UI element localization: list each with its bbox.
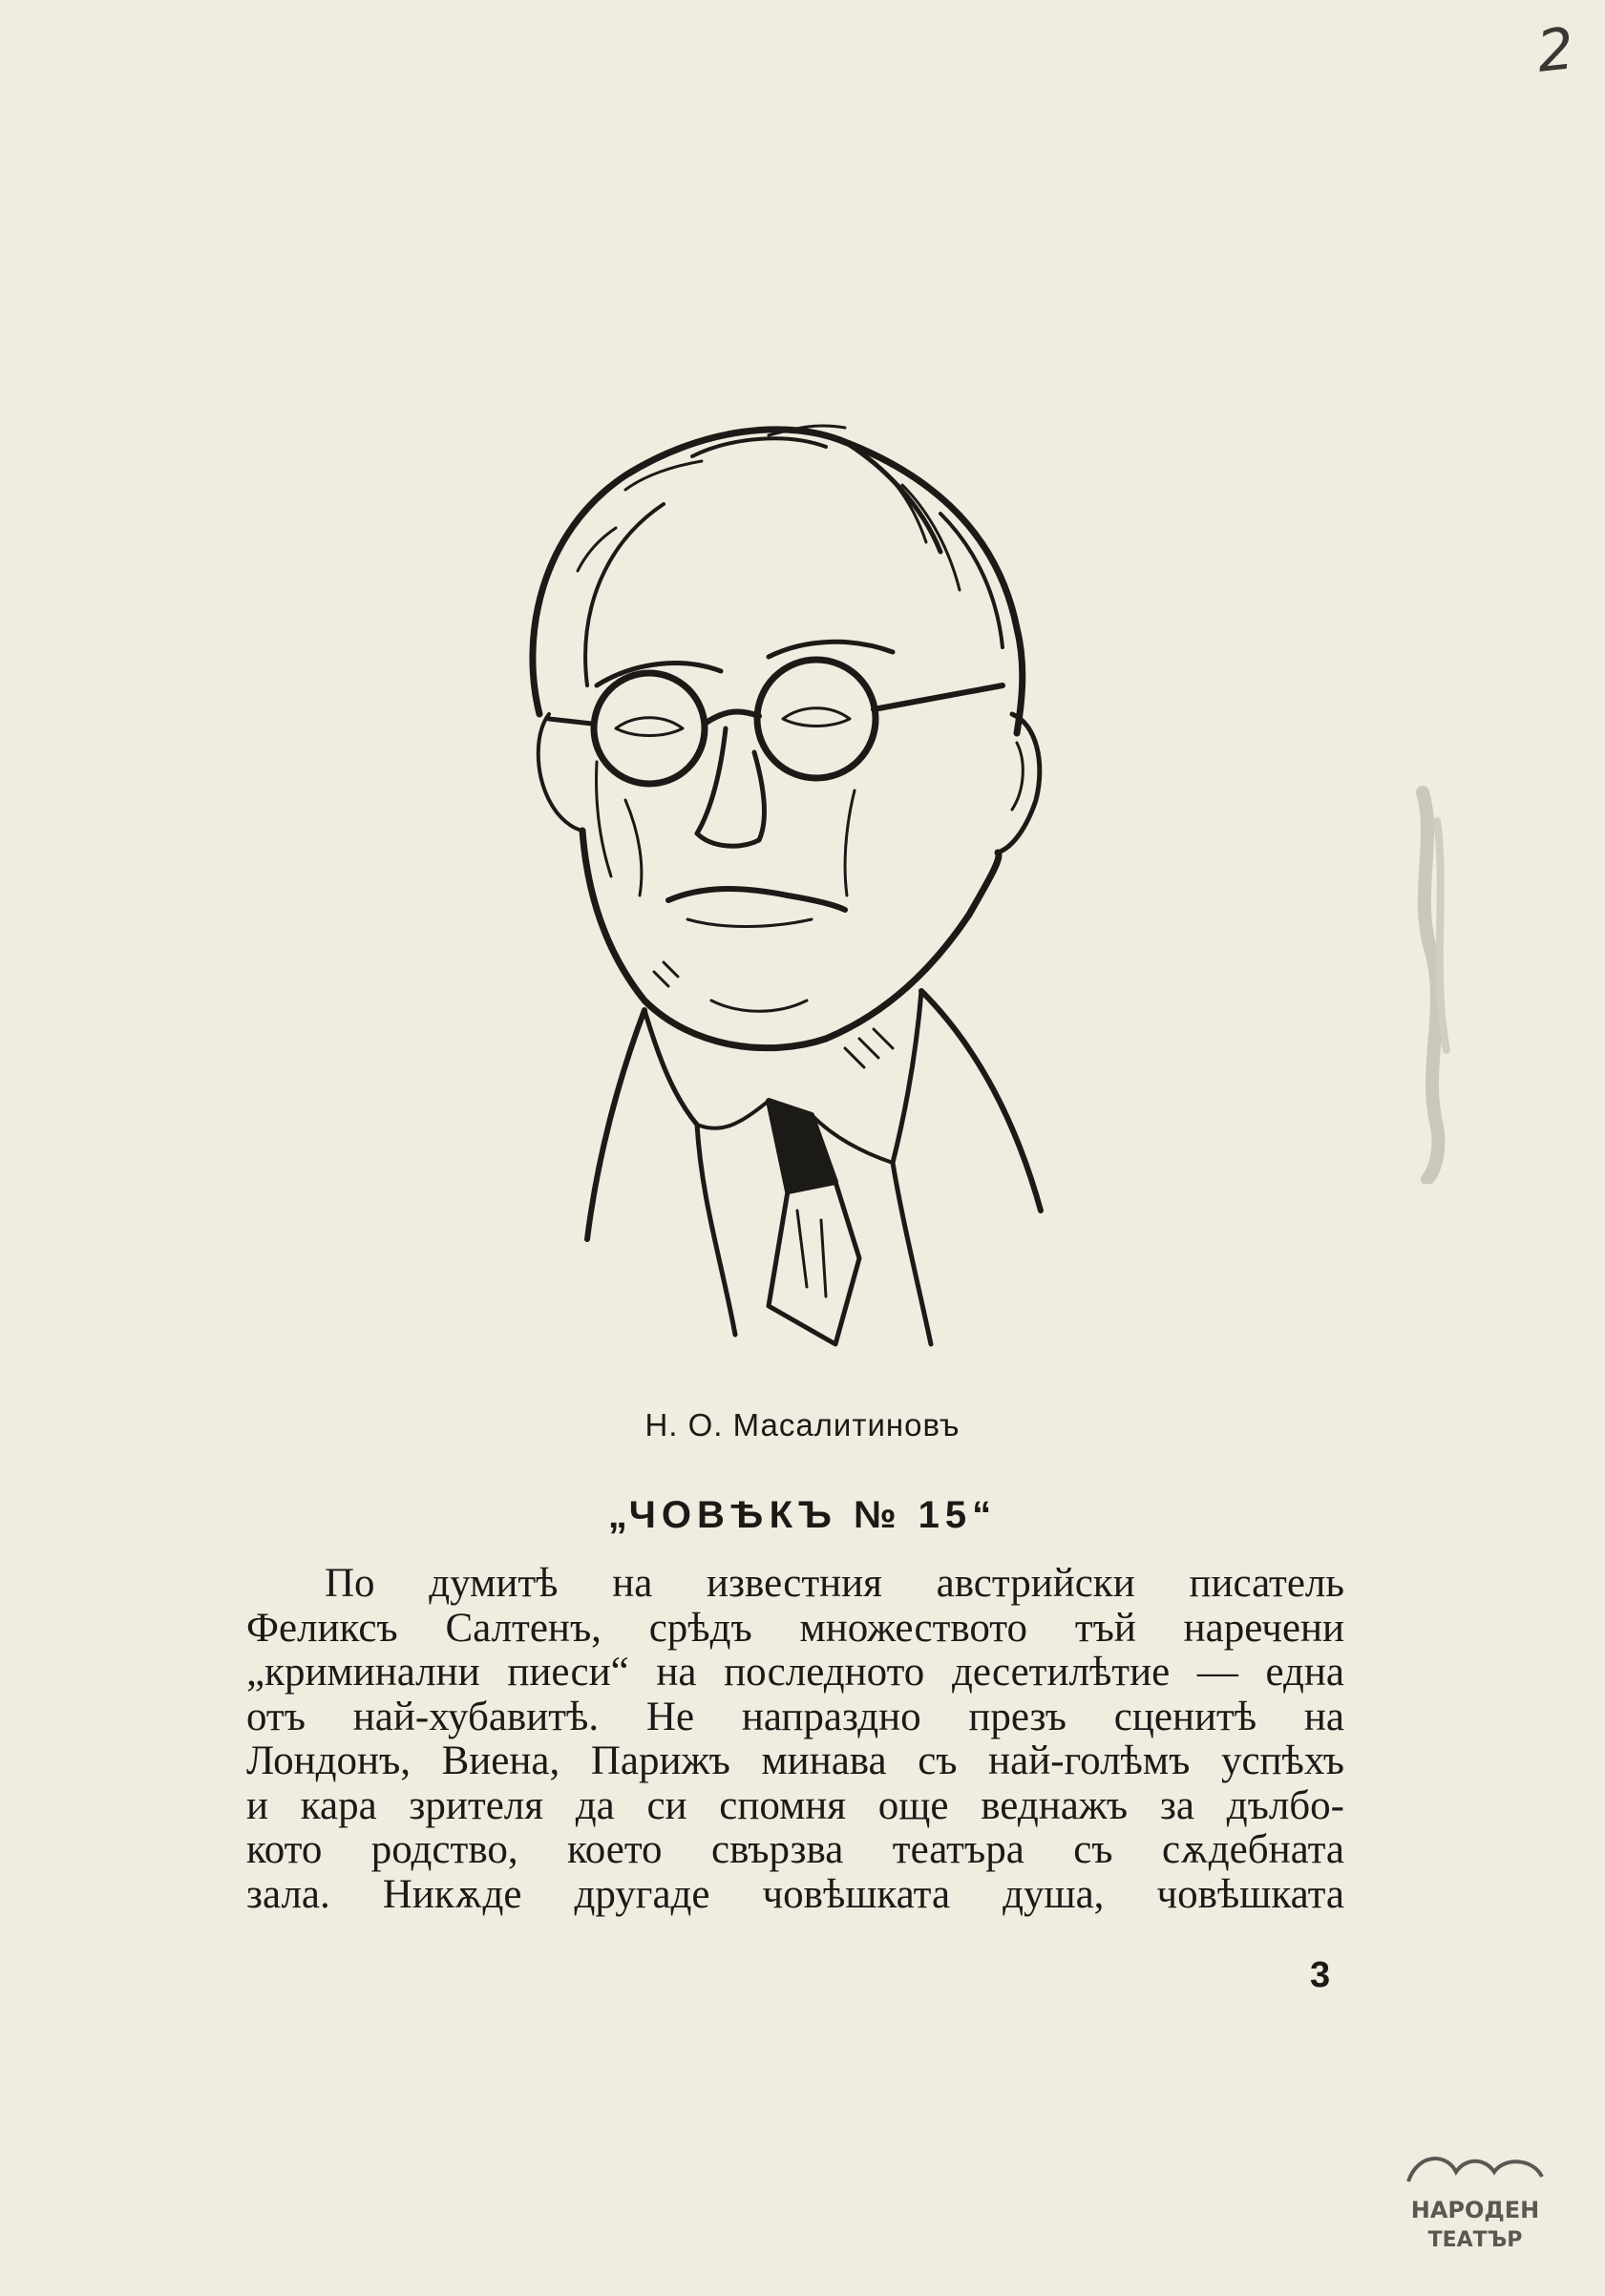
body-paragraph <box>246 1562 1344 1917</box>
body-line: Лондонъ, Виена, Парижъ минава съ най-голѣмъ успѣхъ <box>246 1738 1344 1783</box>
portrait-caption: Н. О. Масалитиновъ <box>644 1407 961 1443</box>
page-number: 3 <box>1310 1955 1331 1995</box>
article-title: „ЧОВѢКЪ № 15“ <box>607 1494 998 1536</box>
body-line: Феликсъ Салтенъ, срѣдъ множеството тъй наречени <box>246 1605 1344 1651</box>
body-line: зала. Никѫде другаде човѣшката душа, човѣшката <box>246 1871 1344 1917</box>
body-line: По думитѣ на известния австрийски писатель <box>325 1561 1344 1606</box>
body-line: отъ най-хубавитѣ. Не напраздно презъ сценитѣ на <box>246 1694 1344 1739</box>
ink-bleed-mark <box>1394 783 1470 1184</box>
svg-text:ТЕАТЪР: ТЕАТЪР <box>1427 2228 1523 2252</box>
body-line: „криминални пиеси“ на последното десетилѣтие — една <box>246 1650 1344 1695</box>
handwritten-page-mark: 2 <box>1533 15 1577 86</box>
portrait-drawing-icon <box>482 399 1074 1354</box>
body-line: и кара зрителя да си спомня още веднажъ за дълбо- <box>246 1782 1344 1828</box>
svg-text:НАРОДЕН: НАРОДЕН <box>1410 2197 1540 2223</box>
theatre-logo-icon <box>1389 2143 1561 2258</box>
body-line: кото родство, което свързва театъра съ сѫдебната <box>246 1827 1344 1872</box>
